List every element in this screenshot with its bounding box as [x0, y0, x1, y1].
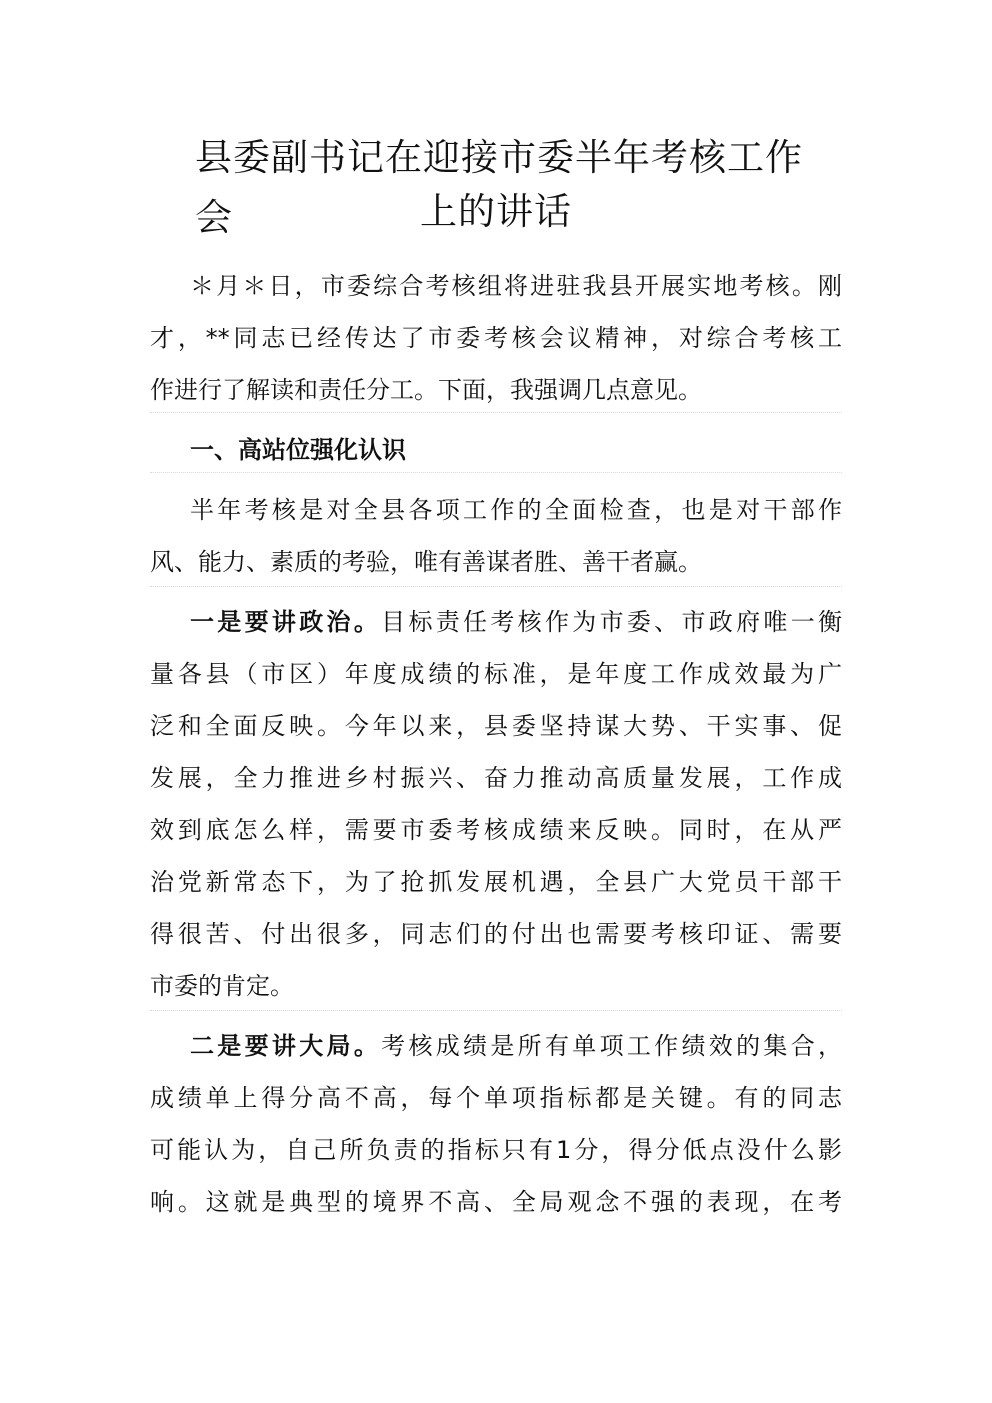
point1-line: 得很苦、付出很多，同志们的付出也需要考核印证、需要: [150, 920, 842, 948]
point1-lead: 一是要讲政治。: [190, 608, 382, 636]
point2-first-rest: 考核成绩是所有单项工作绩效的集合，: [381, 1032, 843, 1060]
paragraph-separator: [150, 472, 842, 473]
document-title-line-1: 县委副书记在迎接市委半年考核工作会: [195, 136, 803, 239]
point2-line: 响。这就是典型的境界不高、全局观念不强的表现，在考: [150, 1188, 842, 1216]
intro-line-1: ＊月＊日，市委综合考核组将进驻我县开展实地考核。刚: [190, 272, 842, 300]
paragraph-separator: [150, 586, 842, 587]
point1-first-rest: 目标责任考核作为市委、市政府唯一衡: [381, 608, 843, 636]
section-heading: 一、高站位强化认识: [190, 436, 406, 464]
intro-line-3: 作进行了解读和责任分工。下面，我强调几点意见。: [150, 376, 702, 404]
point1-line: 泛和全面反映。今年以来，县委坚持谋大势、干实事、促: [150, 712, 842, 740]
section1-para-line-1: 半年考核是对全县各项工作的全面检查，也是对干部作: [190, 496, 842, 524]
section1-para-line-2: 风、能力、素质的考验，唯有善谋者胜、善干者赢。: [150, 548, 702, 576]
point1-line: 市委的肯定。: [150, 972, 294, 1000]
point1-line: 发展，全力推进乡村振兴、奋力推动高质量发展，工作成: [150, 764, 842, 792]
point2-lead: 二是要讲大局。: [190, 1032, 382, 1060]
point1-first-line: [150, 602, 842, 642]
intro-line-2: 才，**同志已经传达了市委考核会议精神，对综合考核工: [150, 324, 842, 352]
point1-line: 治党新常态下，为了抢抓发展机遇，全县广大党员干部干: [150, 868, 842, 896]
point1-line: 效到底怎么样，需要市委考核成绩来反映。同时，在从严: [150, 816, 842, 844]
point2-line: 成绩单上得分高不高，每个单项指标都是关键。有的同志: [150, 1084, 842, 1112]
document-title-line-2: 上的讲话: [420, 190, 572, 233]
point2-line: 可能认为，自己所负责的指标只有1分，得分低点没什么影: [150, 1136, 842, 1164]
paragraph-separator: [150, 1010, 842, 1011]
point1-line: 量各县（市区）年度成绩的标准，是年度工作成效最为广: [150, 660, 842, 688]
paragraph-separator: [150, 412, 842, 413]
point2-first-line: [150, 1026, 842, 1066]
